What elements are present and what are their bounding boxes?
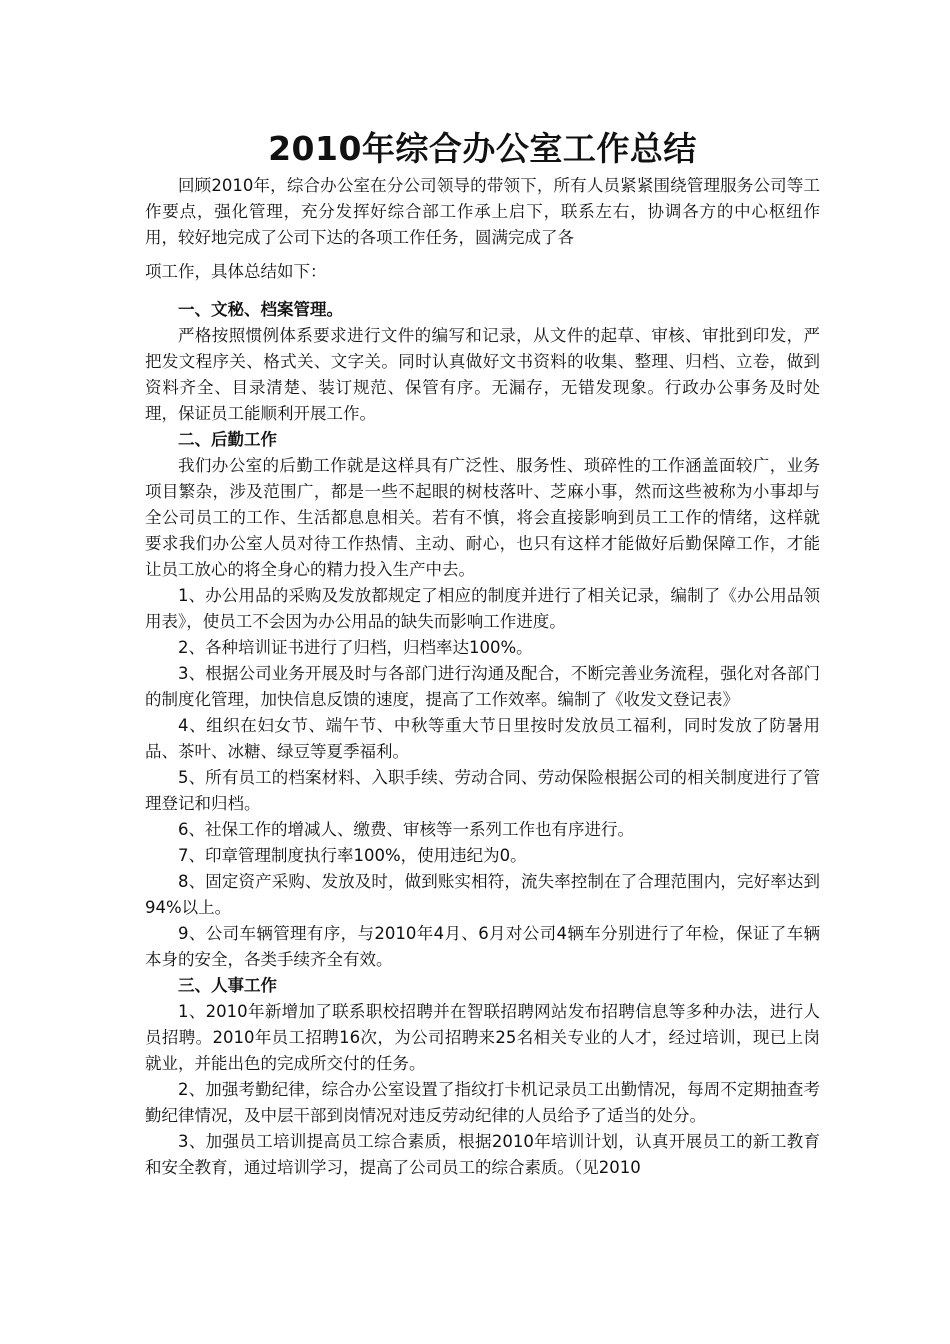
intro-paragraph: 回顾2010年，综合办公室在分公司领导的带领下，所有人员紧紧围绕管理服务公司等工作要点，强化管理，充分发挥好综合部工作承上启下，联系左右，协调各方的中心枢纽作用，较好地完成了公司下达的各项工作任务，圆满完成了各 <box>145 176 820 247</box>
section-heading-secretarial: 一、文秘、档案管理。 <box>178 300 343 319</box>
list-item: 9、公司车辆管理有序，与2010年4月、6月对公司4辆车分别进行了年检，保证了车辆本身的安全，各类手续齐全有效。 <box>145 924 820 969</box>
list-item: 7、印章管理制度执行率100%，使用违纪为0。 <box>178 846 527 865</box>
section-heading-personnel: 三、人事工作 <box>178 976 277 995</box>
list-item: 6、社保工作的增减人、缴费、审核等一系列工作也有序进行。 <box>178 820 634 839</box>
section-paragraph: 严格按照惯例体系要求进行文件的编写和记录，从文件的起草、审核、审批到印发，严把发文程序关、格式关、文字关。同时认真做好文书资料的收集、整理、归档、立卷，做到资料齐全、目录清楚、装订规范、保管有序。无漏存，无错发现象。行政办公事务及时处理，保证员工能顺利开展工作。 <box>145 326 820 423</box>
document-title: 2010年综合办公室工作总结 <box>268 129 697 168</box>
list-item: 8、固定资产采购、发放及时，做到账实相符，流失率控制在了合理范围内，完好率达到94%以上。 <box>145 872 820 917</box>
list-item: 5、所有员工的档案材料、入职手续、劳动合同、劳动保险根据公司的相关制度进行了管理登记和归档。 <box>145 768 820 813</box>
section-heading-logistics: 二、后勤工作 <box>178 430 277 449</box>
list-item: 2、加强考勤纪律，综合办公室设置了指纹打卡机记录员工出勤情况，每周不定期抽查考勤纪律情况，及中层干部到岗情况对违反劳动纪律的人员给予了适当的处分。 <box>145 1080 820 1125</box>
list-item: 3、根据公司业务开展及时与各部门进行沟通及配合，不断完善业务流程，强化对各部门的制度化管理，加快信息反馈的速度，提高了工作效率。编制了《收发文登记表》 <box>145 664 820 709</box>
list-item: 1、2010年新增加了联系职校招聘并在智联招聘网站发布招聘信息等多种办法，进行人员招聘。2010年员工招聘16次，为公司招聘来25名相关专业的人才，经过培训，现已上岗就业，并能出色的完成所交付的任务。 <box>145 1002 820 1073</box>
intro-paragraph-continued: 项工作，具体总结如下： <box>145 262 327 281</box>
list-item: 2、各种培训证书进行了归档，归档率达100%。 <box>178 638 533 657</box>
section-paragraph: 我们办公室的后勤工作就是这样具有广泛性、服务性、琐碎性的工作涵盖面较广，业务项目繁杂，涉及范围广，都是一些不起眼的树枝落叶、芝麻小事，然而这些被称为小事却与全公司员工的工作、生活都息息相关。若有不慎，将会直接影响到员工工作的情绪，这样就要求我们办公室人员对待工作热情、主动、耐心，也只有这样才能做好后勤保障工作，才能让员工放心的将全身心的精力投入生产中去。 <box>145 456 820 579</box>
list-item: 1、办公用品的采购及发放都规定了相应的制度并进行了相关记录，编制了《办公用品领用表》，使员工不会因为办公用品的缺失而影响工作进度。 <box>145 586 820 631</box>
list-item: 3、加强员工培训提高员工综合素质，根据2010年培训计划，认真开展员工的新工教育和安全教育，通过培训学习，提高了公司员工的综合素质。（见2010 <box>145 1132 820 1177</box>
list-item: 4、组织在妇女节、端午节、中秋等重大节日里按时发放员工福利，同时发放了防暑用品、茶叶、冰糖、绿豆等夏季福利。 <box>145 716 820 761</box>
